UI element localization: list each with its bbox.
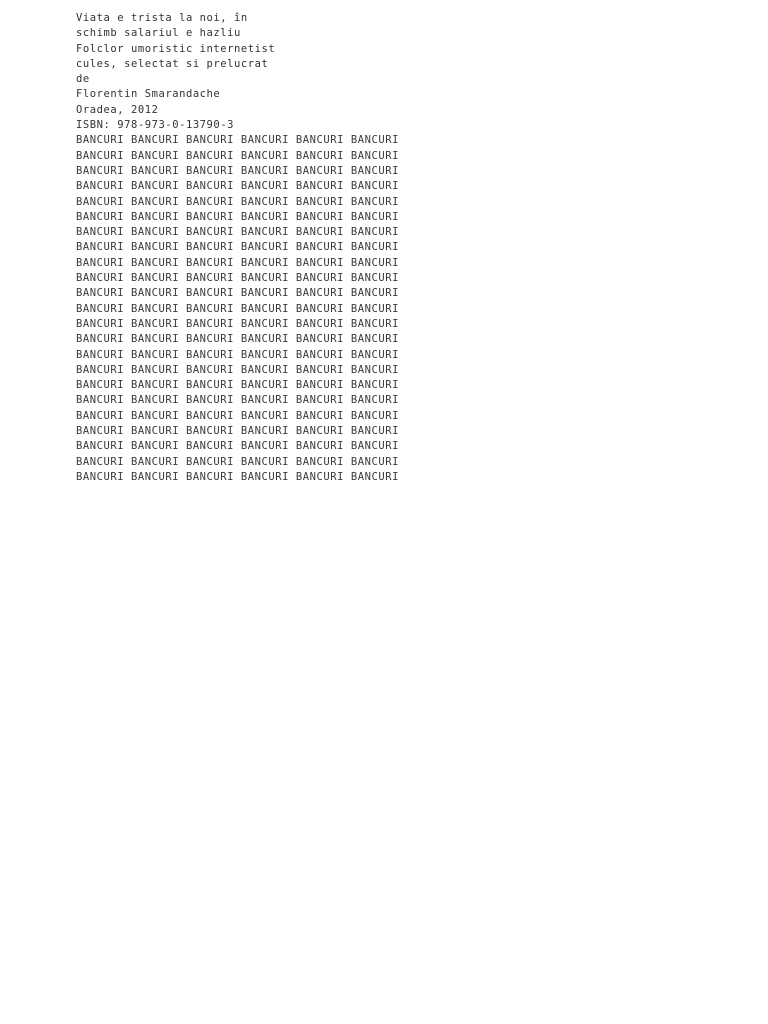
bancuri-line: BANCURI BANCURI BANCURI BANCURI BANCURI BANCURI <box>76 302 399 315</box>
subtitle-line: Folclor umoristic internetist <box>76 42 276 55</box>
bancuri-line: BANCURI BANCURI BANCURI BANCURI BANCURI BANCURI <box>76 317 399 330</box>
bancuri-line: BANCURI BANCURI BANCURI BANCURI BANCURI BANCURI <box>76 226 399 239</box>
title-line-1: Viata e trista la noi, în <box>76 12 248 24</box>
bancuri-line: BANCURI BANCURI BANCURI BANCURI BANCURI BANCURI <box>76 333 399 346</box>
bancuri-line: BANCURI BANCURI BANCURI BANCURI BANCURI BANCURI <box>76 256 399 269</box>
bancuri-line: BANCURI BANCURI BANCURI BANCURI BANCURI BANCURI <box>76 379 399 392</box>
bancuri-line: BANCURI BANCURI BANCURI BANCURI BANCURI BANCURI <box>76 180 399 193</box>
bancuri-line: BANCURI BANCURI BANCURI BANCURI BANCURI BANCURI <box>76 455 399 468</box>
bancuri-line: BANCURI BANCURI BANCURI BANCURI BANCURI BANCURI <box>76 134 399 147</box>
document-text-block <box>76 11 696 485</box>
bancuri-line: BANCURI BANCURI BANCURI BANCURI BANCURI BANCURI <box>76 409 399 422</box>
author-name: Florentin Smarandache <box>76 88 221 101</box>
title-block <box>76 11 696 133</box>
bancuri-banner-block <box>76 133 696 485</box>
bancuri-line: BANCURI BANCURI BANCURI BANCURI BANCURI BANCURI <box>76 348 399 361</box>
bancuri-line: BANCURI BANCURI BANCURI BANCURI BANCURI BANCURI <box>76 149 399 162</box>
bancuri-line: BANCURI BANCURI BANCURI BANCURI BANCURI BANCURI <box>76 195 399 208</box>
bancuri-line: BANCURI BANCURI BANCURI BANCURI BANCURI BANCURI <box>76 287 399 300</box>
bancuri-line: BANCURI BANCURI BANCURI BANCURI BANCURI BANCURI <box>76 470 399 483</box>
bancuri-line: BANCURI BANCURI BANCURI BANCURI BANCURI BANCURI <box>76 241 399 254</box>
title-line-2: schimb salariul e hazliu <box>76 27 241 40</box>
bancuri-line: BANCURI BANCURI BANCURI BANCURI BANCURI BANCURI <box>76 363 399 376</box>
bancuri-line: BANCURI BANCURI BANCURI BANCURI BANCURI BANCURI <box>76 164 399 177</box>
bancuri-line: BANCURI BANCURI BANCURI BANCURI BANCURI BANCURI <box>76 210 399 223</box>
byline-preposition: de <box>76 73 90 86</box>
bancuri-line: BANCURI BANCURI BANCURI BANCURI BANCURI BANCURI <box>76 425 399 438</box>
isbn-line: ISBN: 978-973-0-13790-3 <box>76 119 235 132</box>
bancuri-line: BANCURI BANCURI BANCURI BANCURI BANCURI BANCURI <box>76 272 399 285</box>
place-and-year: Oradea, 2012 <box>76 103 159 116</box>
compilation-note-line: cules, selectat si prelucrat <box>76 57 269 70</box>
bancuri-line: BANCURI BANCURI BANCURI BANCURI BANCURI BANCURI <box>76 440 399 453</box>
bancuri-line: BANCURI BANCURI BANCURI BANCURI BANCURI BANCURI <box>76 394 399 407</box>
